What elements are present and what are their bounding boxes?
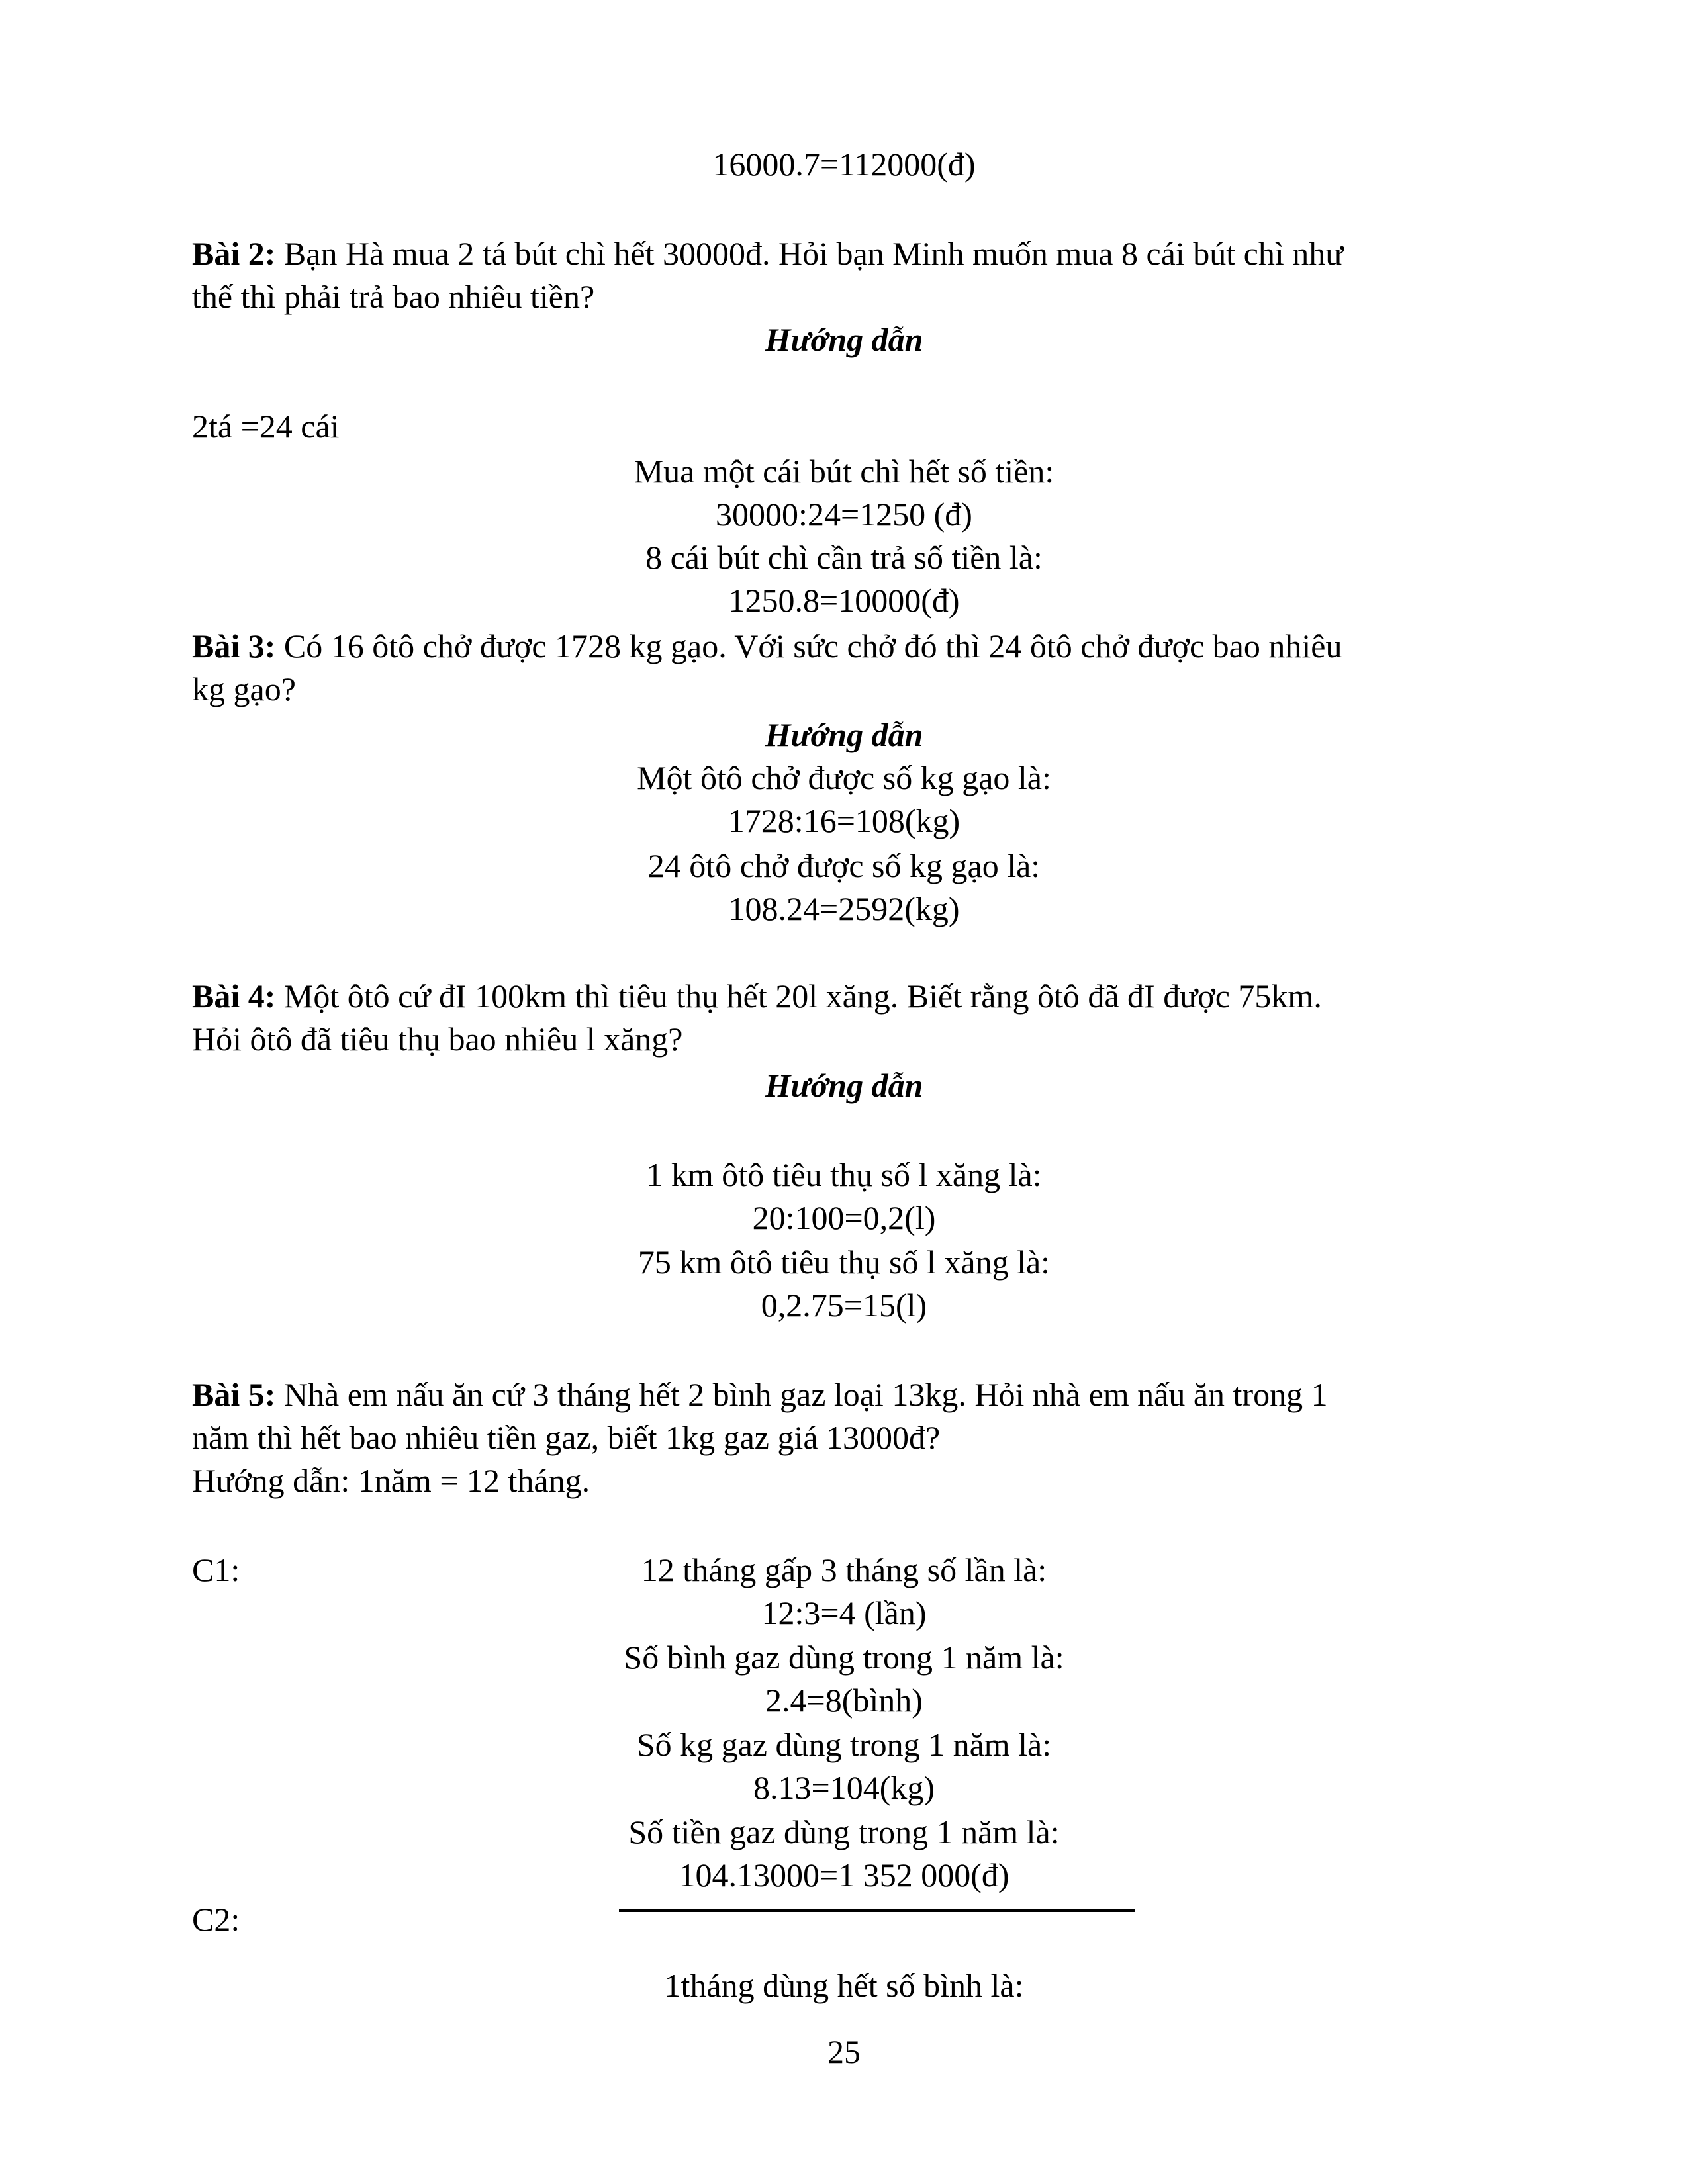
- solution-line: 1 km ôtô tiêu thụ số l xăng là:: [646, 1156, 1042, 1193]
- solution-line: 108.24=2592(kg): [728, 890, 960, 927]
- problem-5-line-1: [192, 1375, 1328, 1414]
- problem-3-label: Bài 3:: [192, 627, 276, 664]
- result-line: 16000.7=112000(đ): [712, 146, 976, 183]
- problem-5-label: Bài 5:: [192, 1376, 276, 1413]
- guide-heading: Hướng dẫn: [765, 716, 923, 753]
- problem-4-text: Một ôtô cứ đI 100km thì tiêu thụ hết 20l xăng. Biết rằng ôtô đã đI được 75km.: [275, 978, 1322, 1015]
- solution-line: 0,2.75=15(l): [761, 1287, 927, 1324]
- page-number: 25: [827, 2033, 861, 2070]
- problem-4-label: Bài 4:: [192, 978, 276, 1015]
- solution-line: Số bình gaz dùng trong 1 năm là:: [624, 1639, 1064, 1676]
- problem-2-line-2: thế thì phải trả bao nhiêu tiền?: [192, 278, 595, 315]
- solution-line: 24 ôtô chở được số kg gạo là:: [647, 847, 1041, 884]
- solution-line: 30000:24=1250 (đ): [716, 496, 972, 533]
- guide-heading: Hướng dẫn: [765, 321, 923, 358]
- problem-3-line-2: kg gạo?: [192, 670, 296, 707]
- guide-heading: Hướng dẫn: [765, 1067, 923, 1104]
- solution-line: Mua một cái bút chì hết số tiền:: [633, 453, 1055, 490]
- problem-3-line-1: [192, 626, 1342, 666]
- solution-line: 20:100=0,2(l): [752, 1199, 936, 1236]
- solution-line: 1250.8=10000(đ): [728, 582, 960, 619]
- solution-line: 8 cái bút chì cần trả số tiền là:: [645, 539, 1043, 576]
- problem-3-text: Có 16 ôtô chở được 1728 kg gạo. Với sức chở đó thì 24 ôtô chở được bao nhiêu: [275, 627, 1342, 664]
- separator-line: [619, 1909, 1135, 1912]
- problem-2-label: Bài 2:: [192, 235, 276, 272]
- problem-5-text: Nhà em nấu ăn cứ 3 tháng hết 2 bình gaz loại 13kg. Hỏi nhà em nấu ăn trong 1: [275, 1376, 1328, 1413]
- solution-line: 104.13000=1 352 000(đ): [679, 1856, 1009, 1893]
- problem-2-text: Bạn Hà mua 2 tá bút chì hết 30000đ. Hỏi bạn Minh muốn mua 8 cái bút chì như: [275, 235, 1344, 272]
- solution-line: Số kg gaz dùng trong 1 năm là:: [636, 1726, 1052, 1763]
- solution-line: Số tiền gaz dùng trong 1 năm là:: [628, 1813, 1060, 1850]
- solution-line: 2tá =24 cái: [192, 408, 340, 445]
- solution-line: Một ôtô chở được số kg gạo là:: [637, 759, 1051, 796]
- solution-line: 2.4=8(bình): [765, 1682, 923, 1719]
- solution-line: 12 tháng gấp 3 tháng số lần là:: [641, 1551, 1047, 1588]
- problem-4-line-1: [192, 976, 1322, 1016]
- method-1-label: C1:: [192, 1551, 240, 1588]
- problem-5-hint: Hướng dẫn: 1năm = 12 tháng.: [192, 1462, 590, 1499]
- solution-line: 8.13=104(kg): [753, 1769, 935, 1806]
- method-2-label: C2:: [192, 1901, 240, 1938]
- problem-2-line-1: [192, 234, 1343, 273]
- solution-line: 12:3=4 (lần): [761, 1594, 927, 1631]
- solution-line: 75 km ôtô tiêu thụ số l xăng là:: [637, 1244, 1051, 1281]
- solution-line: 1tháng dùng hết số bình là:: [664, 1967, 1024, 2004]
- problem-5-line-2: năm thì hết bao nhiêu tiền gaz, biết 1kg gaz giá 13000đ?: [192, 1419, 941, 1456]
- problem-4-line-2: Hỏi ôtô đã tiêu thụ bao nhiêu l xăng?: [192, 1021, 683, 1058]
- solution-line: 1728:16=108(kg): [727, 802, 961, 839]
